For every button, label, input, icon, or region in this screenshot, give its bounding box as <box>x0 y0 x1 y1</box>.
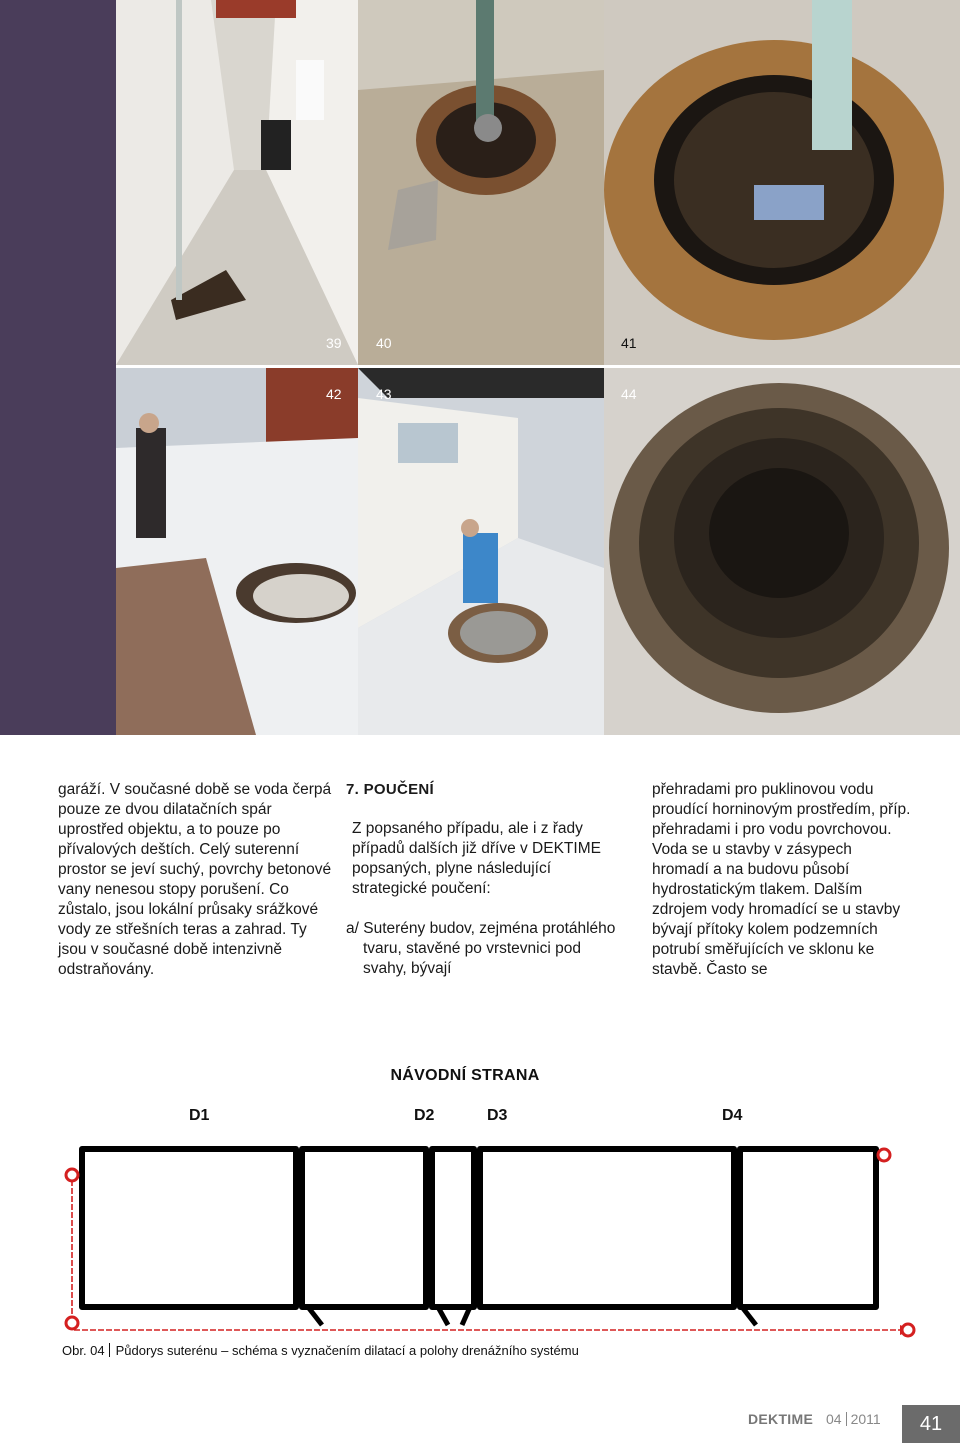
sidebar-band <box>0 0 116 735</box>
photo-number-39: 39 <box>326 335 342 351</box>
plan-section-1 <box>82 1149 296 1307</box>
text-column-left <box>58 780 334 980</box>
inspection-point <box>66 1317 78 1329</box>
diagram-label-d1: D1 <box>189 1107 210 1124</box>
photo-concrete-ring-shaft <box>604 368 960 735</box>
diagram-label-d4: D4 <box>722 1107 743 1124</box>
plan-section-3 <box>432 1149 474 1307</box>
diagram-title: NÁVODNÍ STRANA <box>390 1067 540 1084</box>
text-column-middle <box>346 780 622 979</box>
photo-number-43: 43 <box>376 386 392 402</box>
inspection-point <box>66 1169 78 1181</box>
photo-number-40: 40 <box>376 335 392 351</box>
plan-section-5 <box>740 1149 876 1307</box>
photo-round-shaft <box>604 0 960 365</box>
paragraph-right: přehradami pro puklinovou vodu proudící horninovým prostředím, příp. přehradami i pro vodu povrchovou. Voda se u stavby v zásypech hromadí a na budovu působí hydrostatickým tlakem. Dalším zdrojem vody hromadící se u stavby bývají přítoky kolem podzemních potrubí směřujících ve sklonu ke stavbě. Často se <box>652 781 911 978</box>
photo-basement-corridor <box>116 0 358 365</box>
caption-prefix: Obr. 04 <box>62 1343 105 1358</box>
photo-number-42: 42 <box>326 386 342 402</box>
photo-pump-shaft <box>358 0 604 365</box>
photo-man-lifting-cover <box>358 368 604 735</box>
section-intro: Z popsaného případu, ale i z řady případů dalších již dříve v DEKTIME popsaných, plyne následující strategické poučení: <box>352 820 601 897</box>
section-item-a: a/ Suterény budov, zejména protáhlého tvaru, stavěné po vrstevnici pod svahy, bývají <box>346 920 616 977</box>
footer-year: 2011 <box>850 1411 881 1427</box>
diagram-label-d3: D3 <box>487 1107 508 1124</box>
footer-issue-number: 04 <box>826 1411 842 1427</box>
basement-plan-diagram <box>0 1125 960 1340</box>
paragraph-left: garáží. V současné době se voda čerpá pouze ze dvou dilatačních spár uprostřed objektu, a to pouze po přívalových deštích. Celý suterenní prostor se jeví suchý, povrchy betonové vany nenesou stopy porušení. Co zůstalo, jsou lokální průsaky srážkové vody ze střešních teras a zahrad. Ty jsou v současné době intenzivně odstraňovány. <box>58 781 332 978</box>
diagram-label-d2: D2 <box>414 1107 435 1124</box>
photo-snow-opening-man <box>116 368 358 735</box>
figure-caption <box>62 1343 579 1358</box>
photo-number-44: 44 <box>621 386 637 402</box>
plan-section-2 <box>302 1149 426 1307</box>
plan-section-4 <box>480 1149 734 1307</box>
footer-brand: DEKTIME <box>748 1411 814 1427</box>
caption-text: Půdorys suterénu – schéma s vyznačením dilatací a polohy drenážního systému <box>115 1343 579 1358</box>
text-column-right <box>652 780 912 980</box>
section-heading: 7. POUČENÍ <box>346 781 435 798</box>
inspection-point <box>878 1149 890 1161</box>
photo-number-41: 41 <box>621 335 637 351</box>
footer-issue <box>826 1411 881 1427</box>
page-number: 41 <box>902 1405 960 1443</box>
inspection-point <box>902 1324 914 1336</box>
